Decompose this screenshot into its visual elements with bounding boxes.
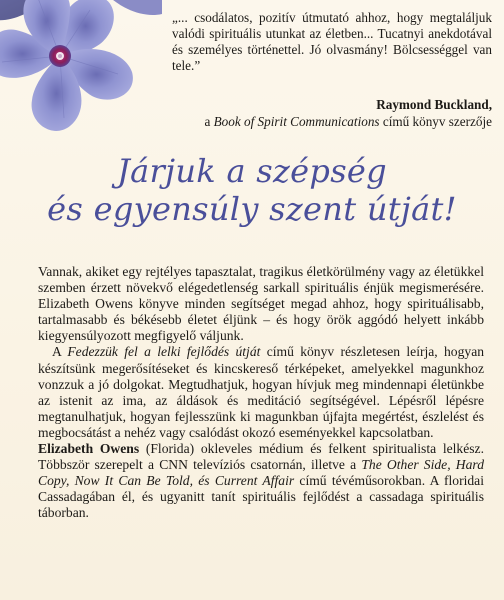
- tv-shows-list: The Other Side, Hard Copy, Now It Can Be Told, és Current Affair: [38, 457, 484, 489]
- book-description: [38, 264, 484, 522]
- author-bio-paragraph: Elizabeth Owens (Florida) okleveles médium és felkent spiritualista lelkész. Többször szerepelt a CNN televíziós csatornán, illetve a The Other Side, Hard Copy, Now It Can Be Told, és Current Affair című tévéműsorokban. A floridai Cassadagában él, és ugyanitt tanít spirituális fejlődést a cassadaga spirituális táborban.: [38, 441, 484, 521]
- quote-author-credit: a Book of Spirit Communications című könyv szerzője: [204, 114, 492, 129]
- headline-line-2: és egyensúly szent útját!: [47, 190, 457, 228]
- quote-author: Raymond Buckland,: [376, 97, 492, 112]
- endorsement-quote: „... csodálatos, pozitív útmutató ahhoz, hogy megtaláljuk valódi spirituális utunkat az életben... Tucatnyi anekdotával és személyes történettel. Jó olvasmány! Bölcsességgel van tele.”: [172, 10, 492, 73]
- book-title-reference: Fedezzük fel a lelki fejlődés útját: [67, 344, 261, 360]
- quote-book-title: Book of Spirit Communications: [213, 114, 380, 129]
- headline-line-1: Járjuk a szépség: [117, 152, 387, 190]
- description-paragraph-1: Vannak, akiket egy rejtélyes tapasztalat, tragikus életkörülmény vagy az életükkel szemben érzett növekvő elégedetlenség sarkall spirituális énjük megismerésére. Elizabeth Owens könyve minden segítséget megad ahhoz, hogy spirituálisabb, tartalmasabb és békésebb életet éljünk – és hogy örök aggódó helyett inkább kiegyensúlyozott megfigyelő váljunk.: [38, 264, 484, 344]
- headline: [0, 152, 504, 228]
- periwinkle-flower-image: [0, 0, 162, 142]
- author-name: Elizabeth Owens: [38, 441, 140, 457]
- endorsement-attribution: [150, 96, 492, 130]
- description-paragraph-2: A Fedezzük fel a lelki fejlődés útját című könyv részletesen leírja, hogyan készítsünk megerősítéseket és kincskereső térképeket, amelyekkel magunkhoz vonzzuk a jó dolgokat. Megtudhatjuk, hogyan hívjuk meg mindennapi életünkbe az istenit az ima, az áldások és meditáció segítségével. Lépésről lépésre megtanulhatjuk, hogyan fejlesszünk ki magunkban újfajta megértést, észlelést és megbocsátást a nehéz vagy csalódást okozó eseményekkel kapcsolatban.: [38, 344, 485, 440]
